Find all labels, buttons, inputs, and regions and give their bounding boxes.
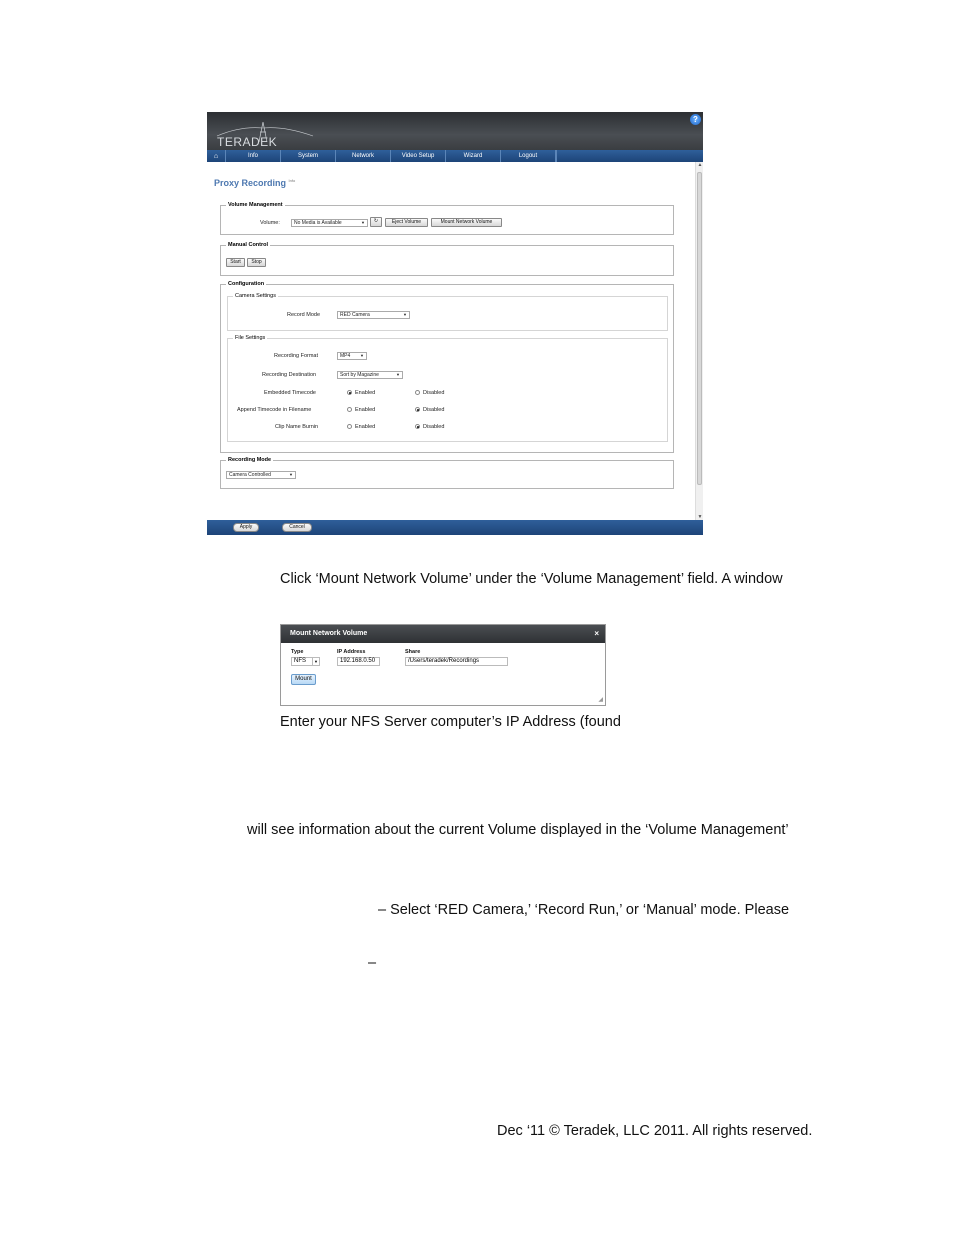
- svg-text:TERADEK: TERADEK: [217, 135, 278, 148]
- help-icon[interactable]: ?: [690, 114, 701, 125]
- recording-format-value: MP4: [340, 353, 351, 359]
- recording-destination-select[interactable]: [337, 371, 403, 379]
- chevron-down-icon: ▼: [361, 220, 365, 225]
- stop-button[interactable]: Stop: [247, 258, 266, 267]
- cancel-button[interactable]: Cancel: [282, 523, 312, 532]
- manual-control-box: [220, 242, 674, 276]
- radio-label: Enabled: [355, 424, 376, 430]
- instruction-line-4: – Select ‘RED Camera,’ ‘Record Run,’ or ‘Manual’ mode. Please: [378, 902, 790, 918]
- scroll-down-icon[interactable]: ▼: [697, 514, 703, 520]
- clip-name-burnin-label: Clip Name Burnin: [275, 424, 319, 430]
- nav-info[interactable]: Info: [225, 150, 280, 162]
- vertical-scrollbar[interactable]: [695, 162, 703, 520]
- volume-management-legend: Volume Management: [228, 202, 283, 208]
- mount-network-volume-button[interactable]: Mount Network Volume: [431, 218, 502, 227]
- chevron-down-icon: ▼: [314, 659, 318, 664]
- record-mode-select[interactable]: [337, 311, 410, 319]
- nav-logout[interactable]: Logout: [500, 150, 555, 162]
- page-title: [214, 178, 295, 188]
- volume-select[interactable]: [291, 219, 368, 227]
- share-label: Share: [405, 649, 421, 655]
- chevron-down-icon: ▼: [289, 472, 293, 477]
- refresh-button[interactable]: ↻: [370, 217, 382, 227]
- close-icon[interactable]: ×: [594, 629, 599, 638]
- append-timecode-label: Append Timecode in Filename: [237, 407, 312, 413]
- home-icon[interactable]: ⌂: [213, 152, 219, 160]
- radio-label: Enabled: [355, 407, 376, 413]
- radio-label: Disabled: [423, 424, 445, 430]
- recording-mode-value: Camera Controlled: [229, 472, 271, 478]
- radio-label: Disabled: [423, 407, 445, 413]
- scroll-up-icon[interactable]: ▲: [697, 162, 703, 168]
- page-footer: Dec ‘11 © Teradek, LLC 2011. All rights reserved.: [497, 1123, 813, 1139]
- radio-label: Enabled: [355, 390, 376, 396]
- append-timecode-disabled-radio[interactable]: [415, 407, 420, 412]
- type-select[interactable]: [291, 657, 320, 666]
- volume-value: No Media is Available: [294, 220, 342, 226]
- volume-label: Volume:: [260, 220, 280, 226]
- resize-grip-icon[interactable]: ◢: [598, 697, 603, 703]
- recording-mode-legend: Recording Mode: [228, 457, 272, 463]
- clip-name-burnin-enabled-radio[interactable]: [347, 424, 352, 429]
- chevron-down-icon: ▼: [360, 353, 364, 358]
- nav-video-setup[interactable]: Video Setup: [390, 150, 445, 162]
- instruction-line-3: will see information about the current Volume displayed in the ‘Volume Management’: [247, 822, 789, 838]
- teradek-logo: [215, 122, 315, 148]
- nav-divider: [555, 150, 557, 162]
- file-settings-legend: File Settings: [235, 335, 266, 341]
- recording-format-select[interactable]: [337, 352, 367, 360]
- recording-mode-select[interactable]: [226, 471, 296, 479]
- embedded-timecode-label: Embedded Timecode: [264, 390, 316, 396]
- nav-wizard[interactable]: Wizard: [445, 150, 500, 162]
- content-area: [207, 162, 695, 520]
- apply-button[interactable]: Apply: [233, 523, 259, 532]
- scrollbar-thumb[interactable]: [697, 172, 702, 485]
- configuration-legend: Configuration: [228, 281, 265, 287]
- start-button[interactable]: Start: [226, 258, 245, 267]
- clip-name-burnin-disabled-radio[interactable]: [415, 424, 420, 429]
- record-mode-label: Record Mode: [287, 312, 321, 318]
- share-input[interactable]: /Users/teradek/Recordings: [405, 657, 508, 666]
- dialog-titlebar: [281, 625, 605, 643]
- dialog-title: Mount Network Volume: [290, 630, 368, 637]
- mount-network-volume-dialog: [280, 624, 606, 706]
- chevron-down-icon: ▼: [403, 312, 407, 317]
- camera-settings-legend: Camera Settings: [235, 293, 276, 299]
- embedded-timecode-disabled-radio[interactable]: [415, 390, 420, 395]
- info-link[interactable]: Info: [288, 178, 296, 183]
- instruction-line-1: Click ‘Mount Network Volume’ under the ‘Volume Management’ field. A window: [280, 571, 783, 587]
- append-timecode-enabled-radio[interactable]: [347, 407, 352, 412]
- recording-destination-label: Recording Destination: [262, 372, 317, 378]
- ip-address-label: IP Address: [337, 649, 366, 655]
- chevron-down-icon: ▼: [396, 372, 400, 377]
- page-title-text: Proxy Recording: [214, 178, 287, 188]
- radio-label: Disabled: [423, 390, 445, 396]
- main-nav: [207, 150, 703, 162]
- embedded-timecode-enabled-radio[interactable]: [347, 390, 352, 395]
- instruction-line-2: Enter your NFS Server computer’s IP Address (found: [280, 714, 621, 730]
- nav-network[interactable]: Network: [335, 150, 390, 162]
- instruction-line-5: –: [368, 955, 377, 971]
- record-mode-value: RED Camera: [340, 312, 370, 318]
- type-label: Type: [291, 649, 304, 655]
- ip-address-input[interactable]: 192.168.0.50: [337, 657, 380, 666]
- mount-button[interactable]: Mount: [291, 674, 316, 685]
- eject-volume-button[interactable]: Eject Volume: [385, 218, 428, 227]
- recording-format-label: Recording Format: [274, 353, 319, 359]
- footer-bar: [207, 520, 703, 535]
- manual-control-legend: Manual Control: [228, 242, 269, 248]
- app-header: [207, 112, 703, 150]
- recording-destination-value: Sort by Magazine: [340, 372, 379, 378]
- nav-system[interactable]: System: [280, 150, 335, 162]
- proxy-recording-screenshot: [207, 112, 703, 535]
- type-value: NFS: [294, 658, 306, 664]
